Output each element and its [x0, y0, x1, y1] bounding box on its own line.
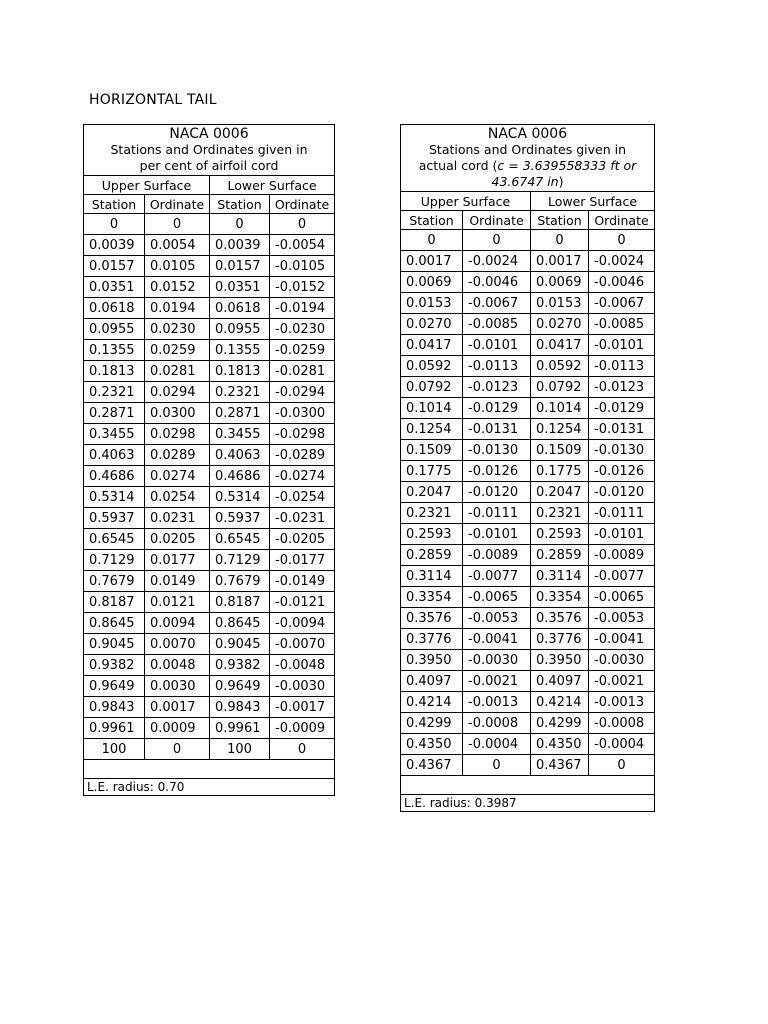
right-table-cell: -0.0067 — [589, 293, 655, 314]
right-table-cell: 0.3776 — [531, 629, 589, 650]
right-table-cell: -0.0123 — [589, 377, 655, 398]
right-table-cell: 0.3354 — [401, 587, 463, 608]
left-table-cell: 0.0048 — [145, 655, 210, 676]
left-table-cell: 0.6545 — [84, 529, 145, 550]
right-table-cell: 0.0017 — [531, 251, 589, 272]
right-lower-surface-label: Lower Surface — [531, 192, 655, 211]
right-table-cell: -0.0085 — [463, 314, 531, 335]
left-table-cell: 0.7129 — [210, 550, 270, 571]
right-table-cell: 0.2321 — [401, 503, 463, 524]
left-table-cell: 0.0017 — [145, 697, 210, 718]
right-table-cell: 0.0592 — [401, 356, 463, 377]
right-table-cell: 0.0069 — [401, 272, 463, 293]
right-table-cell: -0.0120 — [589, 482, 655, 503]
right-table-row — [401, 755, 655, 776]
left-table-row — [84, 277, 335, 298]
right-table-row — [401, 251, 655, 272]
left-table-cell: 0 — [270, 214, 335, 235]
left-table-cell: 0.0254 — [145, 487, 210, 508]
right-table-cell: 0.4350 — [401, 734, 463, 755]
left-table-cell: 0.0030 — [145, 676, 210, 697]
right-table-cell: -0.0024 — [463, 251, 531, 272]
right-table-cell: 0.2593 — [531, 524, 589, 545]
right-table-cell: -0.0131 — [463, 419, 531, 440]
right-table-cell: 0.1254 — [531, 419, 589, 440]
right-table-cell: -0.0004 — [463, 734, 531, 755]
left-table-cell: 0.0351 — [84, 277, 145, 298]
left-table-cell: 0.0157 — [210, 256, 270, 277]
right-table-row — [401, 272, 655, 293]
right-table-row — [401, 524, 655, 545]
right-table-cell: -0.0101 — [463, 524, 531, 545]
right-table-cell: 0.2321 — [531, 503, 589, 524]
right-table-cell: 0.4367 — [531, 755, 589, 776]
right-table-row — [401, 671, 655, 692]
right-table-cell: -0.0065 — [463, 587, 531, 608]
left-table-cell: 0.0121 — [145, 592, 210, 613]
left-table-cell: 0.1355 — [210, 340, 270, 361]
left-table-cell: 0.8645 — [210, 613, 270, 634]
right-table-cell: 0.3576 — [401, 608, 463, 629]
left-table-cell: 0.4063 — [84, 445, 145, 466]
right-table-cell: 0.2593 — [401, 524, 463, 545]
right-airfoil-table — [400, 124, 655, 812]
left-table-cell: 0.0231 — [145, 508, 210, 529]
left-table-cell: 100 — [84, 739, 145, 760]
right-table-cell: 0.4214 — [531, 692, 589, 713]
right-table-cell: 0.3576 — [531, 608, 589, 629]
right-table-cell: -0.0101 — [589, 335, 655, 356]
right-table-cell: -0.0065 — [589, 587, 655, 608]
right-table-cell: 0.0417 — [401, 335, 463, 356]
left-table-row — [84, 697, 335, 718]
right-table-cell: 0.2047 — [531, 482, 589, 503]
left-table-row — [84, 403, 335, 424]
left-table-row — [84, 529, 335, 550]
right-table-subheading-prefix: Stations and Ordinates given in actual cord ( — [418, 142, 627, 173]
left-table-cell: 0.0230 — [145, 319, 210, 340]
left-table-cell: 0.5314 — [210, 487, 270, 508]
left-table-cell: 0.0294 — [145, 382, 210, 403]
right-table-row — [401, 314, 655, 335]
right-table-cell: -0.0077 — [589, 566, 655, 587]
left-table-cell: 0.0194 — [145, 298, 210, 319]
left-table-cell: 0.9961 — [84, 718, 145, 739]
left-table-heading: NACA 0006 — [169, 126, 249, 142]
right-table-cell: -0.0004 — [589, 734, 655, 755]
right-table-cell: -0.0013 — [589, 692, 655, 713]
left-table-row — [84, 550, 335, 571]
left-table-row — [84, 676, 335, 697]
right-table-cell: -0.0130 — [463, 440, 531, 461]
left-table-cell: 0 — [145, 214, 210, 235]
right-table-row — [401, 734, 655, 755]
right-table-row — [401, 545, 655, 566]
right-table-row — [401, 503, 655, 524]
right-table-cell: 0.4214 — [401, 692, 463, 713]
left-table-cell: 0.7679 — [210, 571, 270, 592]
left-table-cell: 0.0298 — [145, 424, 210, 445]
left-table-cell: -0.0254 — [270, 487, 335, 508]
left-table-row — [84, 340, 335, 361]
right-table-cell: 0.4299 — [531, 713, 589, 734]
right-table-cell: -0.0024 — [589, 251, 655, 272]
right-col-header-ordinate-upper: Ordinate — [463, 211, 531, 230]
left-table-cell: 0.0152 — [145, 277, 210, 298]
right-table-cell: 0.2859 — [531, 545, 589, 566]
left-table-cell: -0.0300 — [270, 403, 335, 424]
right-table-cell: 0.3950 — [401, 650, 463, 671]
right-table-cell: -0.0101 — [589, 524, 655, 545]
right-table-cell: -0.0021 — [463, 671, 531, 692]
left-table-cell: 0.0618 — [210, 298, 270, 319]
left-table-cell: 0.0289 — [145, 445, 210, 466]
left-table-cell: 0.0039 — [84, 235, 145, 256]
left-col-header-station-lower: Station — [210, 195, 270, 214]
right-table-cell: 0.0153 — [401, 293, 463, 314]
left-col-header-ordinate-lower: Ordinate — [270, 195, 335, 214]
right-table-cell: -0.0067 — [463, 293, 531, 314]
left-table-cell: 0.2871 — [84, 403, 145, 424]
right-table-cell: -0.0126 — [463, 461, 531, 482]
left-table-row — [84, 214, 335, 235]
left-table-cell: 0.0955 — [84, 319, 145, 340]
left-table-cell: 0.0259 — [145, 340, 210, 361]
right-table-cell: -0.0131 — [589, 419, 655, 440]
left-table-cell: 0.4686 — [84, 466, 145, 487]
left-table-row — [84, 613, 335, 634]
right-table-cell: 0.0792 — [401, 377, 463, 398]
left-table-cell: 0.0054 — [145, 235, 210, 256]
right-table-cell: -0.0046 — [463, 272, 531, 293]
left-table-cell: 100 — [210, 739, 270, 760]
right-table-cell: -0.0113 — [589, 356, 655, 377]
right-table-cell: -0.0053 — [589, 608, 655, 629]
right-table-cell: -0.0077 — [463, 566, 531, 587]
left-table-cell: -0.0009 — [270, 718, 335, 739]
left-table-cell: -0.0121 — [270, 592, 335, 613]
right-table-cell: 0.4299 — [401, 713, 463, 734]
left-table-cell: 0.0205 — [145, 529, 210, 550]
right-table-cell: 0.0592 — [531, 356, 589, 377]
right-table-cell: 0.3776 — [401, 629, 463, 650]
left-table-cell: 0.9045 — [210, 634, 270, 655]
left-table-row — [84, 382, 335, 403]
right-table-row — [401, 440, 655, 461]
right-table-cell: 0 — [463, 230, 531, 251]
left-table-cell: -0.0094 — [270, 613, 335, 634]
left-table-cell: 0.0105 — [145, 256, 210, 277]
right-table-cell: -0.0085 — [589, 314, 655, 335]
left-table-row — [84, 655, 335, 676]
left-table-cell: -0.0149 — [270, 571, 335, 592]
right-table-row — [401, 230, 655, 251]
right-table-cell: -0.0041 — [463, 629, 531, 650]
right-table-cell: 0.2859 — [401, 545, 463, 566]
left-table-cell: 0.9961 — [210, 718, 270, 739]
right-upper-surface-label: Upper Surface — [401, 192, 531, 211]
left-table-empty-row — [84, 760, 335, 779]
right-table-row — [401, 293, 655, 314]
right-table-cell: 0.0270 — [531, 314, 589, 335]
left-table-cell: -0.0289 — [270, 445, 335, 466]
left-table-row — [84, 508, 335, 529]
right-table-row — [401, 482, 655, 503]
right-table-cell: -0.0041 — [589, 629, 655, 650]
left-table-cell: 0.7679 — [84, 571, 145, 592]
left-table-cell: 0.5937 — [210, 508, 270, 529]
left-table-cell: -0.0152 — [270, 277, 335, 298]
left-table-cell: 0 — [84, 214, 145, 235]
left-table-cell: 0.7129 — [84, 550, 145, 571]
right-table-cell: 0.1509 — [401, 440, 463, 461]
right-table-cell: 0.1014 — [401, 398, 463, 419]
left-table-cell: 0.0274 — [145, 466, 210, 487]
left-table-cell: 0.9382 — [210, 655, 270, 676]
left-table-cell: -0.0259 — [270, 340, 335, 361]
left-table-cell: 0.9045 — [84, 634, 145, 655]
left-table-row — [84, 256, 335, 277]
left-table-cell: -0.0017 — [270, 697, 335, 718]
right-table-cell: -0.0089 — [589, 545, 655, 566]
left-table-cell: -0.0177 — [270, 550, 335, 571]
left-table-row — [84, 298, 335, 319]
right-table-cell: 0.2047 — [401, 482, 463, 503]
left-table-cell: 0.2321 — [84, 382, 145, 403]
left-table-row — [84, 235, 335, 256]
right-table-cell: 0.1509 — [531, 440, 589, 461]
left-table-row — [84, 739, 335, 760]
right-table-cell: -0.0008 — [463, 713, 531, 734]
right-table-row — [401, 356, 655, 377]
right-table-row — [401, 650, 655, 671]
right-table-header-cell — [401, 125, 655, 192]
right-table-cell: 0 — [401, 230, 463, 251]
left-table-cell: 0.0955 — [210, 319, 270, 340]
left-col-header-station-upper: Station — [84, 195, 145, 214]
left-table-cell: 0.9843 — [210, 697, 270, 718]
right-table-cell: 0.3114 — [401, 566, 463, 587]
right-table-cell: 0.4097 — [531, 671, 589, 692]
right-table-heading: NACA 0006 — [487, 126, 568, 142]
right-table-cell: 0.0153 — [531, 293, 589, 314]
right-table-row — [401, 629, 655, 650]
right-table-row — [401, 692, 655, 713]
right-table-cell: -0.0129 — [589, 398, 655, 419]
right-table-cell: -0.0126 — [589, 461, 655, 482]
left-table-cell: 0.4063 — [210, 445, 270, 466]
right-table-cell: -0.0120 — [463, 482, 531, 503]
right-table-row — [401, 608, 655, 629]
left-table-row — [84, 361, 335, 382]
left-table-row — [84, 466, 335, 487]
right-table-cell: 0.4097 — [401, 671, 463, 692]
left-table-cell: 0.8645 — [84, 613, 145, 634]
left-table-cell: 0.0039 — [210, 235, 270, 256]
left-table-cell: 0.3455 — [210, 424, 270, 445]
left-table-row — [84, 634, 335, 655]
right-table-cell: -0.0053 — [463, 608, 531, 629]
left-table-cell: 0 — [210, 214, 270, 235]
right-table-cell: -0.0030 — [589, 650, 655, 671]
right-table-row — [401, 419, 655, 440]
left-table-cell: 0.9843 — [84, 697, 145, 718]
right-table-cell: 0.0017 — [401, 251, 463, 272]
left-table-cell: 0.3455 — [84, 424, 145, 445]
right-table-cell: 0.0270 — [401, 314, 463, 335]
left-table-cell: 0.5937 — [84, 508, 145, 529]
right-table-row — [401, 461, 655, 482]
right-table-cell: 0.1254 — [401, 419, 463, 440]
left-table-cell: -0.0070 — [270, 634, 335, 655]
right-col-header-ordinate-lower: Ordinate — [589, 211, 655, 230]
left-table-cell: 0.8187 — [210, 592, 270, 613]
right-table-cell: -0.0111 — [463, 503, 531, 524]
left-table-cell: 0.0618 — [84, 298, 145, 319]
left-table-row — [84, 487, 335, 508]
left-table-cell: -0.0054 — [270, 235, 335, 256]
right-table-cell: 0.3950 — [531, 650, 589, 671]
left-table-row — [84, 445, 335, 466]
left-airfoil-table — [83, 124, 335, 796]
left-table-row — [84, 424, 335, 445]
right-table-cell: 0.4367 — [401, 755, 463, 776]
left-table-cell: 0.2321 — [210, 382, 270, 403]
right-table-cell: 0.4350 — [531, 734, 589, 755]
left-table-cell: 0.0070 — [145, 634, 210, 655]
left-table-row — [84, 571, 335, 592]
left-table-cell: 0.0177 — [145, 550, 210, 571]
right-table-row — [401, 566, 655, 587]
right-col-header-station-lower: Station — [531, 211, 589, 230]
right-table-cell: -0.0129 — [463, 398, 531, 419]
left-table-cell: -0.0274 — [270, 466, 335, 487]
left-table-cell: -0.0105 — [270, 256, 335, 277]
right-table-cell: -0.0089 — [463, 545, 531, 566]
right-table-subheading — [403, 142, 652, 190]
right-table-row — [401, 377, 655, 398]
left-table-cell: -0.0230 — [270, 319, 335, 340]
right-table-cell: -0.0111 — [589, 503, 655, 524]
right-table-footer: L.E. radius: 0.3987 — [401, 795, 655, 812]
right-table-cell: 0.1775 — [531, 461, 589, 482]
right-table-cell: -0.0046 — [589, 272, 655, 293]
left-table-cell: -0.0030 — [270, 676, 335, 697]
right-table-cell: 0.0417 — [531, 335, 589, 356]
right-table-empty-row — [401, 776, 655, 795]
left-table-row — [84, 319, 335, 340]
left-table-row — [84, 718, 335, 739]
left-table-header-cell — [84, 125, 335, 176]
left-table-row — [84, 592, 335, 613]
right-table-cell: -0.0008 — [589, 713, 655, 734]
right-table-cell: -0.0123 — [463, 377, 531, 398]
left-table-cell: 0.4686 — [210, 466, 270, 487]
left-table-cell: 0.6545 — [210, 529, 270, 550]
left-table-cell: 0.0009 — [145, 718, 210, 739]
right-table-cell: 0 — [463, 755, 531, 776]
left-table-cell: 0.0300 — [145, 403, 210, 424]
left-table-cell: -0.0281 — [270, 361, 335, 382]
right-table-cell: 0 — [589, 230, 655, 251]
right-table-row — [401, 587, 655, 608]
right-table-cell: 0.0792 — [531, 377, 589, 398]
right-table-cell: -0.0021 — [589, 671, 655, 692]
right-table-cell: 0.3354 — [531, 587, 589, 608]
right-table-cell: 0.1014 — [531, 398, 589, 419]
left-table-subheading: Stations and Ordinates given in per cent of airfoil cord — [110, 142, 308, 173]
right-table-cell: -0.0113 — [463, 356, 531, 377]
left-table-cell: 0.5314 — [84, 487, 145, 508]
right-col-header-station-upper: Station — [401, 211, 463, 230]
left-table-cell: -0.0231 — [270, 508, 335, 529]
right-table-cell: -0.0013 — [463, 692, 531, 713]
left-table-cell: 0.1813 — [210, 361, 270, 382]
left-table-cell: 0.0149 — [145, 571, 210, 592]
left-table-cell: 0.9649 — [84, 676, 145, 697]
left-table-cell: 0 — [145, 739, 210, 760]
left-table-cell: -0.0194 — [270, 298, 335, 319]
left-table-cell: 0 — [270, 739, 335, 760]
left-col-header-ordinate-upper: Ordinate — [145, 195, 210, 214]
right-table-cell: 0.3114 — [531, 566, 589, 587]
left-table-cell: 0.0157 — [84, 256, 145, 277]
left-table-cell: 0.9382 — [84, 655, 145, 676]
left-table-cell: 0.0281 — [145, 361, 210, 382]
right-table-cell: 0 — [531, 230, 589, 251]
left-table-cell: 0.0094 — [145, 613, 210, 634]
right-table-cell: 0.1775 — [401, 461, 463, 482]
left-table-cell: 0.8187 — [84, 592, 145, 613]
left-table-cell: 0.9649 — [210, 676, 270, 697]
right-table-chord-value: c = 3.639558333 ft or 43.6747 in — [491, 158, 637, 189]
left-table-cell: 0.1813 — [84, 361, 145, 382]
right-table-cell: 0 — [589, 755, 655, 776]
left-table-cell: -0.0294 — [270, 382, 335, 403]
left-table-cell: 0.1355 — [84, 340, 145, 361]
left-table-cell: 0.0351 — [210, 277, 270, 298]
left-table-footer: L.E. radius: 0.70 — [84, 779, 335, 796]
left-table-cell: -0.0298 — [270, 424, 335, 445]
right-table-subheading-suffix: ) — [558, 174, 564, 189]
right-table-cell: -0.0101 — [463, 335, 531, 356]
right-table-cell: -0.0130 — [589, 440, 655, 461]
right-table-row — [401, 335, 655, 356]
page-title: HORIZONTAL TAIL — [89, 92, 217, 108]
right-table-row — [401, 713, 655, 734]
left-table-cell: 0.2871 — [210, 403, 270, 424]
right-table-cell: -0.0030 — [463, 650, 531, 671]
left-table-cell: -0.0048 — [270, 655, 335, 676]
left-lower-surface-label: Lower Surface — [210, 176, 335, 195]
right-table-row — [401, 398, 655, 419]
right-table-cell: 0.0069 — [531, 272, 589, 293]
left-upper-surface-label: Upper Surface — [84, 176, 210, 195]
left-table-cell: -0.0205 — [270, 529, 335, 550]
